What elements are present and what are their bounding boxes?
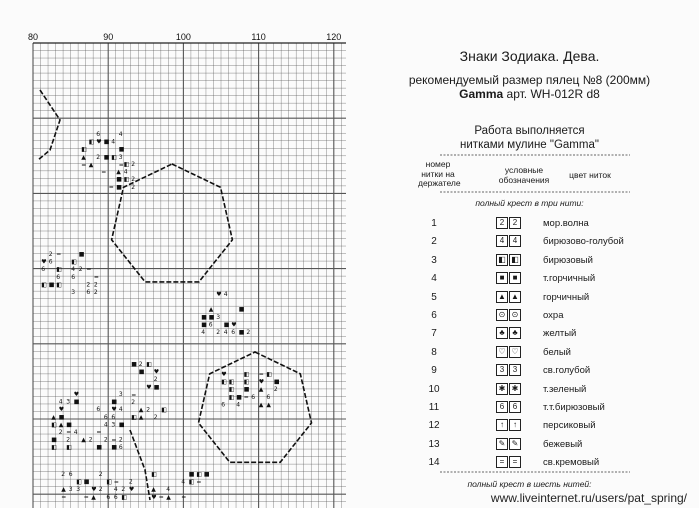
stitch-mark: ■: [201, 313, 207, 321]
stitch-mark: ◧: [123, 161, 130, 169]
stitch-symbol: 4: [496, 235, 508, 247]
stitch-symbol: 6: [509, 401, 521, 413]
stitch-mark: 3: [216, 313, 221, 321]
stitch-mark: 2: [138, 361, 143, 369]
stitch-mark: 6: [251, 393, 256, 401]
stitch-mark: 6: [221, 401, 226, 409]
stitch-symbol: 2: [496, 217, 508, 229]
stitch-mark: 3: [76, 486, 81, 494]
stitch-mark: ■: [116, 183, 122, 191]
stitch-mark: ◧: [76, 478, 82, 486]
stitch-symbol: 3: [509, 364, 521, 376]
stitch-mark: 6: [71, 273, 76, 281]
thread-number: 14: [428, 457, 440, 469]
stitch-mark: =: [196, 478, 202, 486]
thread-number: 1: [431, 218, 437, 229]
stitch-mark: 6: [266, 393, 271, 401]
stitch-symbol: ▲: [509, 291, 521, 303]
stitch-mark: 6: [56, 273, 61, 281]
stitch-symbol: 6: [496, 401, 508, 413]
stitch-mark: 2: [146, 406, 151, 414]
stitch-mark: ■: [111, 398, 118, 406]
stitch-mark: ■: [103, 138, 110, 146]
stitch-mark: 4: [71, 266, 76, 274]
axis-label: 90: [103, 32, 114, 42]
stitch-mark: ◧: [56, 266, 62, 274]
stitch-symbol: ✱: [509, 383, 521, 395]
stitch-mark: ▲: [166, 493, 171, 501]
stitch-mark: ◧: [121, 493, 128, 501]
stitch-mark: ■: [118, 146, 125, 154]
section-three-strands: полный крест в три нити:: [475, 198, 584, 208]
stitch-mark: 2: [273, 386, 278, 394]
thread-color-name: т.зеленый: [543, 383, 587, 395]
stitch-mark: ■: [236, 393, 242, 401]
stitch-mark: ♥: [216, 291, 222, 299]
stitch-mark: 6: [208, 321, 213, 329]
stitch-mark: ◧: [228, 393, 235, 401]
stitch-mark: 2: [131, 161, 136, 169]
stitch-mark: 2: [128, 478, 133, 486]
thread-number: 10: [428, 383, 440, 395]
stitch-mark: 6: [103, 413, 108, 421]
stitch-mark: 6: [96, 406, 101, 414]
axis-label: 110: [251, 32, 266, 42]
stitch-mark: 2: [153, 413, 158, 421]
stitch-mark: 6: [86, 288, 91, 296]
col-header-number: номер нитки на держателе: [418, 159, 461, 188]
thread-number: 3: [431, 254, 437, 266]
stitch-mark: ▲: [81, 436, 86, 444]
stitch-mark: =: [131, 391, 137, 399]
thread-color-name: бирюзово-голубой: [543, 236, 624, 248]
stitch-mark: ■: [273, 378, 280, 386]
stitch-mark: ▲: [266, 401, 271, 409]
stitch-mark: 2: [48, 251, 53, 259]
stitch-mark: ■: [138, 368, 145, 376]
stitch-mark: ■: [83, 478, 90, 486]
stitch-mark: ♥: [58, 406, 65, 414]
stitch-mark: 2: [98, 486, 103, 494]
stitch-symbol: 4: [509, 235, 521, 247]
stitch-mark: 2: [131, 183, 136, 191]
stitch-mark: =: [56, 251, 62, 259]
stitch-mark: ■: [243, 386, 250, 394]
stitch-symbol: =: [496, 456, 508, 468]
stitch-mark: ■: [153, 383, 160, 391]
stitch-mark: ■: [201, 321, 207, 329]
stitch-mark: ♥: [41, 258, 47, 266]
stitch-mark: 2: [121, 486, 126, 494]
stitch-mark: ◧: [106, 478, 112, 486]
stitch-mark: ♥: [146, 383, 152, 391]
thread-color-name: горчичный: [543, 291, 590, 303]
stitch-mark: 4: [111, 138, 116, 146]
stitch-mark: ◧: [71, 258, 77, 266]
thread-number: 12: [428, 420, 440, 432]
stitch-mark: =: [243, 393, 249, 401]
stitch-mark: ♥: [111, 406, 117, 414]
stitch-mark: ◧: [243, 378, 250, 386]
stitch-mark: ◧: [123, 176, 130, 184]
stitch-mark: 6: [106, 493, 111, 501]
stitch-mark: ▲: [58, 421, 64, 429]
stitch-mark: 2: [216, 328, 221, 336]
stitch-mark: ◧: [41, 281, 47, 289]
star-outline: [199, 352, 312, 462]
stitch-mark: 4: [223, 328, 228, 336]
stitch-mark: 4: [236, 401, 241, 409]
stitch-mark: 2: [153, 376, 158, 384]
stitch-mark: ■: [96, 443, 102, 451]
axis-label: 80: [27, 32, 39, 42]
stitch-mark: ▲: [208, 306, 214, 314]
stitch-mark: 3: [71, 288, 76, 296]
stitch-symbol: =: [509, 456, 521, 468]
stitch-mark: ▲: [151, 486, 156, 494]
stitch-symbol: ↑: [496, 419, 508, 431]
stitch-mark: 6: [113, 493, 118, 501]
stitch-mark: =: [93, 273, 99, 281]
stitch-mark: ♥: [91, 486, 97, 494]
stitch-symbol: ♡: [509, 346, 521, 358]
col-header-color: цвет ниток: [569, 170, 611, 180]
stitch-mark: =: [83, 493, 89, 501]
stitch-mark: ♥: [128, 486, 135, 494]
stitch-mark: ▲: [91, 493, 96, 501]
stitch-symbol: ◧: [509, 254, 521, 266]
thread-number: 2: [431, 236, 437, 248]
stitch-mark: 2: [58, 428, 63, 436]
thread-color-name: персиковый: [543, 420, 596, 432]
stitch-mark: ◧: [221, 378, 227, 386]
thread-color-name: св.голубой: [543, 365, 591, 377]
thread-color-name: желтый: [543, 328, 577, 340]
stitch-mark: 6: [68, 471, 73, 479]
stitch-mark: 4: [223, 291, 228, 299]
stitch-mark: 2: [131, 398, 136, 406]
stitch-mark: ■: [131, 361, 137, 369]
stitch-mark: 6: [96, 131, 101, 139]
stitch-mark: 2: [93, 288, 98, 296]
stitch-mark: 6: [41, 266, 46, 274]
stitch-mark: ■: [118, 421, 125, 429]
stitch-symbol: ✎: [509, 438, 521, 450]
thread-color-name: бирюзовый: [543, 254, 593, 266]
stitch-mark: =: [81, 161, 87, 169]
stitch-symbol: 3: [496, 364, 508, 376]
stitch-mark: ♥: [153, 368, 160, 376]
stitch-mark: 3: [118, 153, 123, 161]
stitch-mark: 4: [103, 421, 108, 429]
stitch-mark: ▲: [138, 413, 144, 421]
stitch-symbol: 2: [509, 217, 521, 229]
stitch-mark: =: [86, 266, 92, 274]
stitch-mark: ■: [51, 436, 57, 444]
axis-label: 100: [175, 32, 191, 42]
stitch-mark: ◧: [228, 386, 235, 394]
thread-number: 11: [428, 402, 440, 413]
stitch-mark: ◧: [188, 478, 195, 486]
stitch-mark: 4: [201, 328, 206, 336]
stitch-mark: =: [111, 436, 117, 444]
stitch-symbol: ✱: [496, 383, 508, 395]
stitch-mark: 2: [88, 436, 93, 444]
stitch-mark: 2: [118, 436, 123, 444]
thread-color-name: св.кремовый: [543, 457, 600, 469]
stitch-mark: ◧: [51, 421, 57, 429]
stitch-mark: ♥: [258, 378, 265, 386]
stitch-mark: ▲: [116, 168, 121, 176]
stitch-mark: ◧: [66, 443, 72, 451]
backstitch-line: [38, 90, 60, 160]
stitch-mark: ■: [66, 421, 72, 429]
thread-number: 4: [431, 273, 437, 285]
stitch-mark: ▲: [88, 161, 94, 169]
stitch-mark: ◧: [51, 443, 57, 451]
thread-color-name: т.горчичный: [543, 273, 596, 285]
stitch-mark: 6: [48, 258, 53, 266]
stitch-symbol: ↑: [509, 419, 521, 431]
stitch-mark: 4: [118, 406, 123, 414]
stitch-mark: 4: [58, 398, 63, 406]
stitch-mark: ■: [188, 471, 195, 479]
stitch-symbol: ⊙: [509, 309, 521, 321]
stitch-mark: ◧: [111, 153, 117, 161]
thread-number: 13: [428, 438, 440, 450]
stitch-mark: ■: [78, 251, 85, 259]
stitch-mark: ♥: [151, 493, 157, 501]
stitch-mark: =: [181, 493, 187, 501]
thread-number: 7: [431, 328, 437, 340]
stitch-mark: ■: [203, 471, 210, 479]
legend-panel: [360, 0, 699, 508]
stitch-symbol: ■: [509, 272, 521, 284]
col-header-symbols: условные обозначения: [498, 165, 550, 185]
stitch-mark: ♥: [221, 371, 227, 379]
stitch-mark: 2: [96, 153, 101, 161]
stitch-mark: ◧: [266, 371, 272, 379]
stitch-symbol: ◧: [496, 254, 508, 266]
stitch-mark: 2: [66, 436, 71, 444]
stitch-mark: 6: [118, 443, 123, 451]
stitch-symbol: ⊙: [496, 309, 508, 321]
stitch-mark: =: [118, 161, 124, 169]
pattern-title: Знаки Зодиака. Дева.: [459, 48, 600, 64]
stitch-mark: 2: [61, 471, 66, 479]
stitch-mark: 4: [118, 131, 123, 139]
stitch-mark: =: [258, 371, 264, 379]
stitch-mark: ■: [48, 281, 55, 289]
stitch-symbol: ♡: [496, 346, 508, 358]
thread-color-name: охра: [543, 310, 564, 321]
legend-dividers: [360, 0, 699, 508]
stitch-mark: =: [96, 428, 102, 436]
stitch-mark: 3: [111, 421, 116, 429]
stitch-mark: ■: [223, 321, 230, 329]
stitch-mark: 4: [181, 478, 186, 486]
stitch-mark: ■: [73, 398, 80, 406]
stitch-mark: ■: [103, 153, 110, 161]
stitch-mark: ◧: [146, 361, 152, 369]
stitch-mark: =: [61, 493, 67, 501]
thread-number: 6: [431, 310, 437, 321]
stitch-mark: =: [158, 493, 164, 501]
stitch-mark: ▲: [51, 413, 56, 421]
stitch-mark: ◧: [88, 138, 95, 146]
stitch-mark: ◧: [243, 371, 250, 379]
stitch-mark: ▲: [81, 153, 86, 161]
stitch-mark: ♥: [73, 391, 80, 399]
thread-number: 9: [431, 365, 437, 377]
axis-label: 120: [326, 32, 342, 42]
stitch-mark: ■: [238, 306, 245, 314]
stitch-mark: ♥: [96, 138, 102, 146]
stitch-symbol: ▲: [496, 291, 508, 303]
stitch-mark: ▲: [258, 401, 264, 409]
stitch-symbol: ♣: [496, 327, 508, 339]
stitch-mark: =: [66, 428, 72, 436]
stitch-mark: 6: [111, 413, 116, 421]
stitch-mark: 2: [78, 266, 83, 274]
stitch-mark: 4: [166, 486, 171, 494]
stitch-mark: ◧: [228, 378, 235, 386]
stitch-mark: 2: [98, 471, 103, 479]
stitch-mark: 4: [113, 486, 118, 494]
stitch-mark: ■: [111, 443, 118, 451]
stitch-mark: ▲: [61, 486, 66, 494]
stitch-mark: 2: [131, 176, 136, 184]
section-six-strands: полный крест в шесть нитей:: [467, 479, 592, 489]
thread-color-name: мор.волна: [543, 218, 589, 229]
star-outline: [112, 164, 233, 282]
stitch-mark: ■: [116, 176, 122, 184]
stitch-mark: 4: [73, 428, 78, 436]
stitch-mark: =: [113, 478, 119, 486]
brand-name: Gamma: [459, 87, 504, 101]
stitch-mark: 3: [66, 398, 71, 406]
stitch-mark: 3: [118, 391, 123, 399]
work-note-line2: нитками мулине "Gamma": [460, 139, 599, 151]
stitch-symbol: ✎: [496, 438, 508, 450]
stitch-mark: ■: [208, 313, 215, 321]
stitch-mark: 2: [93, 281, 98, 289]
stitch-symbol: ■: [496, 272, 508, 284]
stitch-mark: =: [101, 168, 107, 176]
stitch-mark: ■: [238, 328, 245, 336]
thread-color-name: бежевый: [543, 438, 583, 450]
stitch-mark: ▲: [138, 406, 144, 414]
stitch-mark: ♥: [231, 321, 237, 329]
stitch-mark: ◧: [81, 146, 87, 154]
work-note-line1: Работа выполняется: [474, 125, 585, 137]
thread-color-name: белый: [543, 346, 571, 358]
stitch-symbol: ♣: [509, 327, 521, 339]
stitch-mark: 2: [86, 281, 91, 289]
thread-color-name: т.т.бирюзовый: [543, 402, 605, 413]
article-number: арт. WH-012R d8: [506, 87, 600, 101]
stitch-mark: 2: [103, 436, 108, 444]
stitch-mark: 3: [68, 486, 73, 494]
stitch-mark: =: [108, 183, 114, 191]
stitch-mark: ▲: [258, 386, 264, 394]
hoop-size-line: рекомендуемый размер пялец №8 (200мм): [408, 73, 651, 87]
stitch-mark: ◧: [131, 413, 137, 421]
stitch-mark: 2: [246, 328, 251, 336]
stitch-mark: ◧: [151, 471, 157, 479]
stitch-mark: ■: [58, 413, 65, 421]
thread-number: 5: [431, 291, 437, 303]
stitch-mark: 6: [231, 328, 236, 336]
thread-number: 8: [431, 346, 437, 358]
source-watermark: www.liveinternet.ru/users/pat_spring/: [490, 491, 687, 505]
stitch-mark: ◧: [161, 406, 167, 414]
stitch-mark: ◧: [196, 471, 202, 479]
stitch-mark: 4: [123, 168, 128, 176]
stitch-mark: ◧: [56, 281, 62, 289]
